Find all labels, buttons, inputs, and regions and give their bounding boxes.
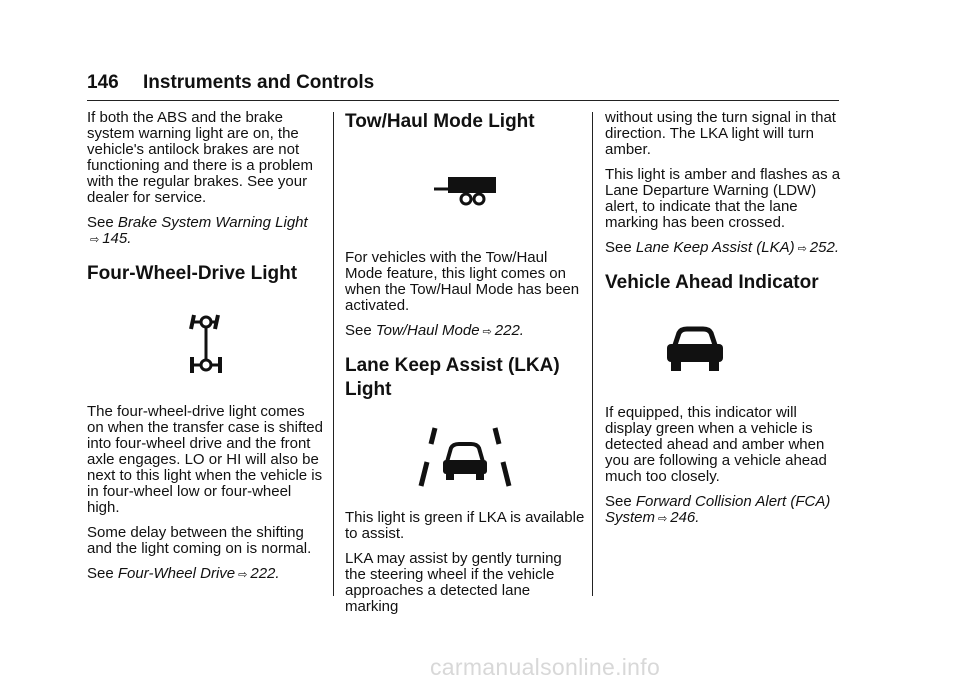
column-divider [592, 112, 593, 596]
ldw-paragraph: This light is amber and flashes as a Lane Departure Warning (LDW) alert, to indicate that the lane marking has been crossed. [605, 166, 841, 231]
page-ref[interactable]: 145 [102, 230, 128, 247]
page-ref[interactable]: 222 [494, 322, 520, 339]
column-1 [87, 110, 325, 592]
page-ref-arrow-icon: ⇨ [238, 569, 248, 581]
vehicle-ahead-icon-wrap [605, 295, 785, 405]
lka-assist-paragraph: LKA may assist by gently turning the steering wheel if the vehicle approaches a detected lane marking [345, 550, 562, 615]
tow-haul-paragraph: For vehicles with the Tow/Haul Mode feature, this light comes on when the Tow/Haul Mode has been activated. [345, 249, 580, 314]
tow-haul-icon-wrap [345, 134, 585, 250]
lka-heading: Lane Keep Assist (LKA) Light [345, 355, 560, 400]
page-ref[interactable]: 252 [809, 239, 835, 256]
vehicle-ahead-icon [663, 325, 727, 375]
tow-haul-trailer-icon [432, 175, 498, 209]
lka-turn-signal-paragraph: without using the turn signal in that direction. The LKA light will turn amber. [605, 109, 836, 158]
four-wheel-drive-icon-wrap [87, 286, 325, 404]
page-ref-arrow-icon: ⇨ [482, 326, 492, 338]
brake-system-xref: See Brake System Warning Light ⇨ 145. [87, 214, 308, 247]
four-wheel-drive-xref: See Four-Wheel Drive ⇨ 222. [87, 565, 280, 582]
four-wheel-drive-icon [186, 313, 226, 377]
page-ref-arrow-icon: ⇨ [90, 234, 100, 246]
fca-xref: See Forward Collision Alert (FCA) System ⇨ 246. [605, 493, 831, 526]
delay-paragraph: Some delay between the shifting and the light coming on is normal. [87, 524, 312, 557]
section-title: Instruments and Controls [143, 72, 375, 93]
lka-xref: See Lane Keep Assist (LKA) ⇨ 252. [605, 239, 839, 256]
fca-link[interactable]: Forward Collision Alert (FCA) System [605, 493, 831, 526]
brake-system-link[interactable]: Brake System Warning Light [117, 214, 308, 231]
page-ref[interactable]: 246 [670, 509, 696, 526]
page-number: 146 [87, 72, 119, 93]
tow-haul-link[interactable]: Tow/Haul Mode [375, 322, 480, 339]
lane-keep-assist-icon [413, 424, 517, 488]
abs-brake-paragraph: If both the ABS and the brake system warning light are on, the vehicle's antilock brakes are not functioning and there is a problem with the regular brakes. See your dealer for service. [87, 109, 313, 206]
tow-haul-heading: Tow/Haul Mode Light [345, 111, 535, 132]
page-header [87, 70, 839, 101]
column-2 [345, 110, 585, 624]
lka-link[interactable]: Lane Keep Assist (LKA) [635, 239, 795, 256]
page-ref-arrow-icon: ⇨ [658, 513, 668, 525]
column-3 [605, 110, 841, 536]
column-divider [333, 112, 334, 596]
lka-icon-wrap [345, 402, 585, 510]
vehicle-ahead-heading: Vehicle Ahead Indicator [605, 272, 819, 293]
watermark: carmanualsonline.info [430, 654, 661, 680]
tow-haul-xref: See Tow/Haul Mode ⇨ 222. [345, 322, 524, 339]
page-ref[interactable]: 222 [250, 565, 276, 582]
vehicle-ahead-paragraph: If equipped, this indicator will display green when a vehicle is detected ahead and amber when you are following a vehicle ahead much too closely. [605, 404, 827, 485]
four-wheel-drive-paragraph: The four-wheel-drive light comes on when the transfer case is shifted into four-wheel drive and the front axle engages. LO or HI will also be next to this light when the vehicle is in four-wheel low or four-wheel high. [87, 403, 323, 516]
page-ref-arrow-icon: ⇨ [797, 243, 807, 255]
lka-available-paragraph: This light is green if LKA is available to assist. [345, 509, 585, 542]
four-wheel-drive-link[interactable]: Four-Wheel Drive [117, 565, 236, 582]
four-wheel-drive-heading: Four-Wheel-Drive Light [87, 263, 298, 284]
